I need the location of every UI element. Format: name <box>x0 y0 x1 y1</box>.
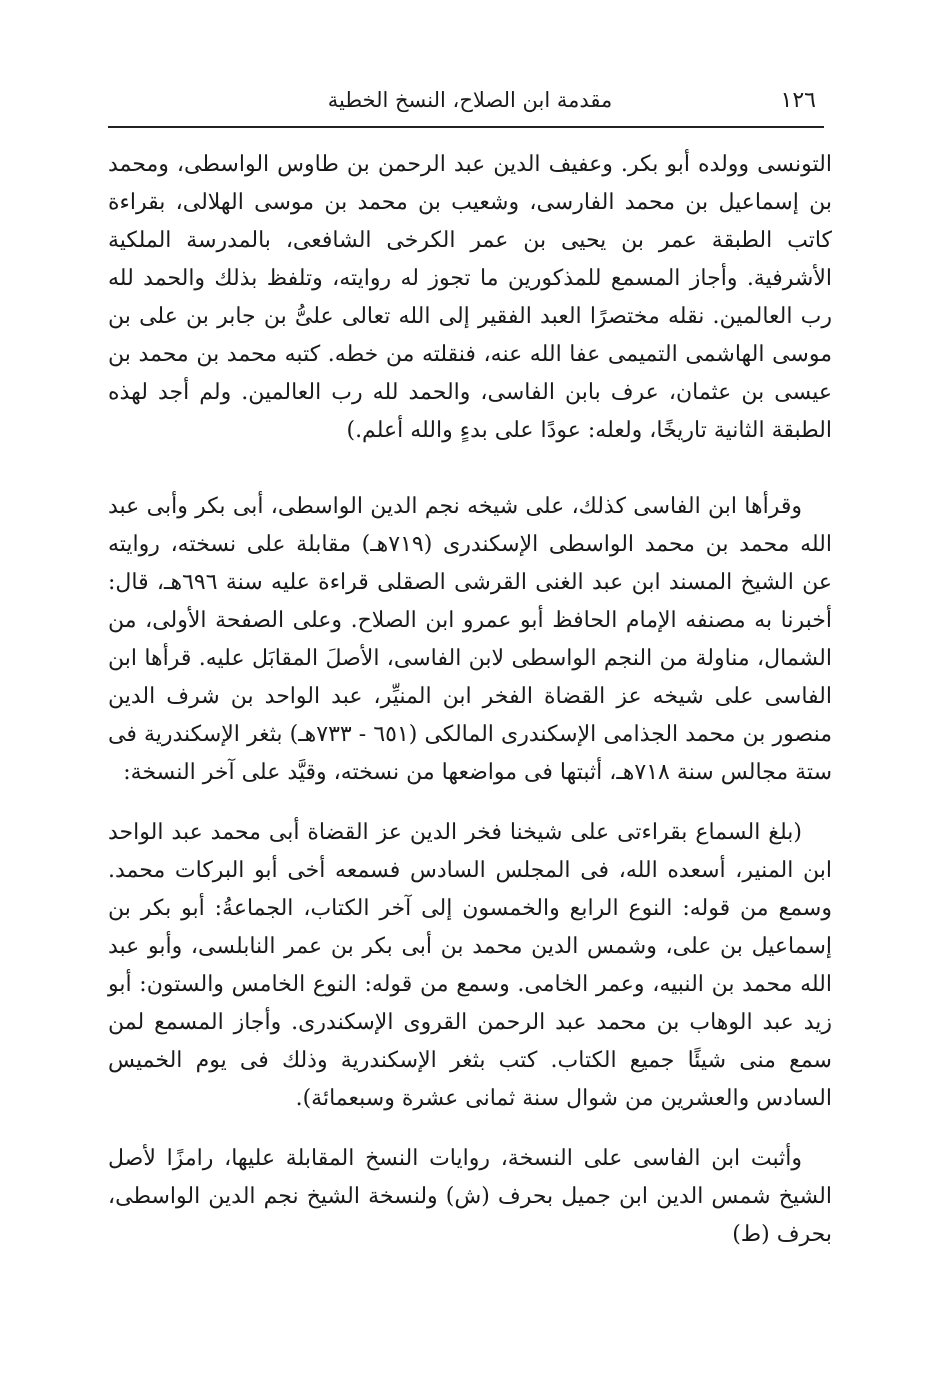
running-title: مقدمة ابن الصلاح، النسخ الخطية <box>327 88 613 112</box>
header-divider <box>108 126 824 128</box>
running-header <box>120 78 820 122</box>
paragraph-sama-note: (بلغ السماع بقراءتى على شيخنا فخر الدين عز القضاة أبى محمد عبد الواحد ابن المنير، أسعده الله، فى المجلس السادس فسمعه أخى أبو البركات محمد. وسمع من قوله: النوع الرابع والخمسون إلى آخر الكتاب، الجماعةُ: أبو بكر بن إسماعيل بن على، وشمس الدين محمد بن أبى بكر بن عمر النابلسى، وأبو عبد الله محمد بن النبيه، وعمر الخامى. وسمع من قوله: النوع الخامس والستون: أبو زيد عبد الوهاب بن محمد عبد الرحمن القروى الإسكندرى. وأجاز المسمع لمن سمع منى شيئًا جميع الكتاب. كتب بثغر الإسكندرية وذلك فى يوم الخميس السادس والعشرين من شوال سنة ثمانى عشرة وسبعمائة). <box>108 820 832 1111</box>
body-text <box>108 146 832 1254</box>
paragraph-recensions: وأثبت ابن الفاسى على النسخة، روايات النسخ المقابلة عليها، رامزًا لأصل الشيخ شمس الدين ابن جميل بحرف (ش) ولنسخة الشيخ نجم الدين الواسطى، بحرف (ط) <box>108 1146 832 1247</box>
paragraph-ibn-al-fasi-reading: وقرأها ابن الفاسى كذلك، على شيخه نجم الدين الواسطى، أبى بكر وأبى عبد الله محمد بن محمد الواسطى الإسكندرى (٧١٩هـ) مقابلة على نسخته، روايته عن الشيخ المسند ابن عبد الغنى القرشى الصقلى قراءة عليه سنة ٦٩٦هـ، قال: أخبرنا به مصنفه الإمام الحافظ أبو عمرو ابن الصلاح. وعلى الصفحة الأولى، من الشمال، مناولة من النجم الواسطى لابن الفاسى، الأصلَ المقابَل عليه. قرأها ابن الفاسى على شيخه عز القضاة الفخر ابن المنيِّر، عبد الواحد بن شرف الدين منصور بن محمد الجذامى الإسكندرى المالكى (٦٥١ - ٧٣٣هـ) بثغر الإسكندرية فى ستة مجالس سنة ٧١٨هـ، أثبتها فى مواضعها من نسخته، وقيَّد على آخر النسخة: <box>108 494 833 785</box>
paragraph-continuation: التونسى وولده أبو بكر. وعفيف الدين عبد الرحمن بن طاوس الواسطى، ومحمد بن إسماعيل بن محمد الفارسى، وشعيب بن محمد بن موسى الهلالى، بقراءة كاتب الطبقة عمر بن يحيى بن عمر الكرخى الشافعى، بالمدرسة الملكية الأشرفية. وأجاز المسمع للمذكورين ما تجوز له روايته، وتلفظ بذلك والحمد لله رب العالمين. نقله مختصرًا العبد الفقير إلى الله تعالى علىُّ بن جابر بن على بن موسى الهاشمى التميمى عفا الله عنه، فنقلته من خطه. كتبه محمد بن محمد بن عيسى بن عثمان، عرف بابن الفاسى، والحمد لله رب العالمين. ولم أجد لهذه الطبقة الثانية تاريخًا، ولعله: عودًا على بدءٍ والله أعلم.) <box>108 152 832 443</box>
page-number: ١٢٦ <box>780 88 816 113</box>
